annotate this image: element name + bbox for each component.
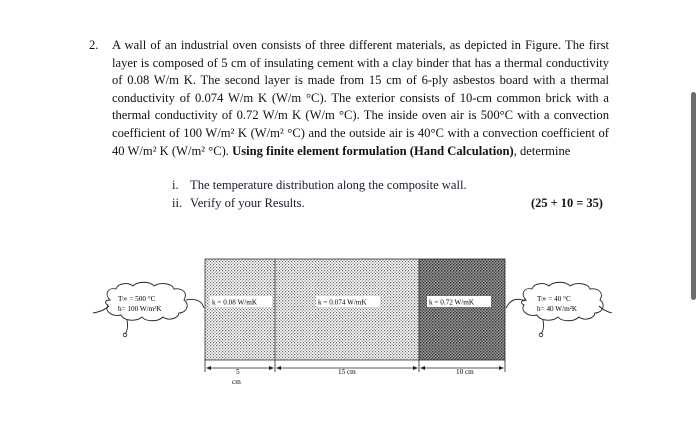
left-air-h: h= 100 W/m²K	[118, 305, 162, 313]
right-air-temperature: T∞ = 40 °C	[537, 295, 571, 303]
marks-label: (25 + 10 = 35)	[531, 196, 603, 210]
layer1-k-label: k = 0.08 W/mK	[212, 298, 258, 307]
right-air-h: h= 40 W/m²K	[537, 305, 578, 313]
left-connector	[186, 299, 204, 308]
layer3-thickness: 10 cm	[456, 368, 474, 376]
subquestion-ii-text: Verify of your Results.	[190, 196, 305, 210]
layer2-thickness: 15 cm	[338, 368, 356, 376]
problem-text-bold: Using finite element formulation (Hand Calculation)	[232, 143, 514, 158]
subquestion-i-number: i.	[172, 178, 179, 192]
layer1-thickness-unit: cm	[232, 378, 241, 386]
layer1-rect	[205, 259, 275, 360]
layer3-rect	[419, 259, 505, 360]
layer2-k-label: k = 0.074 W/mK	[318, 298, 367, 307]
left-cloud-tail-2	[125, 320, 128, 334]
problem-text-1: A wall of an industrial oven consists of three different materials, as depicted in Figure. The first layer is composed of 5 cm of insulating cement with a clay binder that has a thermal conductivity of 0.08 W/m K. The second layer is made from 15 cm of 6-ply asbestos board with a thermal conductivity of 0.074 W/m K (W/m °C). The exterior consists of 10-cm common brick with a thermal conductivity of 0.72 W/m K (W/m °C). The inside oven air is 500°C with a convection coefficient of 100 W/m² K (W/m² °C) and the outside air is 40°C with a convection coefficient of 40 W/m² K (W/m² °C).	[112, 38, 609, 158]
problem-number: 2.	[89, 38, 99, 52]
subquestion-i-text: The temperature distribution along the composite wall.	[190, 178, 467, 192]
left-air-temperature: T∞ = 500 °C	[118, 295, 156, 303]
subquestion-ii-number: ii.	[172, 196, 183, 210]
problem-text-2: , determine	[513, 143, 571, 158]
right-cloud-tail-2	[541, 320, 544, 334]
layer1-thickness-value: 5	[236, 368, 240, 376]
layer3-k-label: k = 0.72 W/mK	[429, 298, 475, 307]
layer2-rect	[275, 259, 419, 360]
